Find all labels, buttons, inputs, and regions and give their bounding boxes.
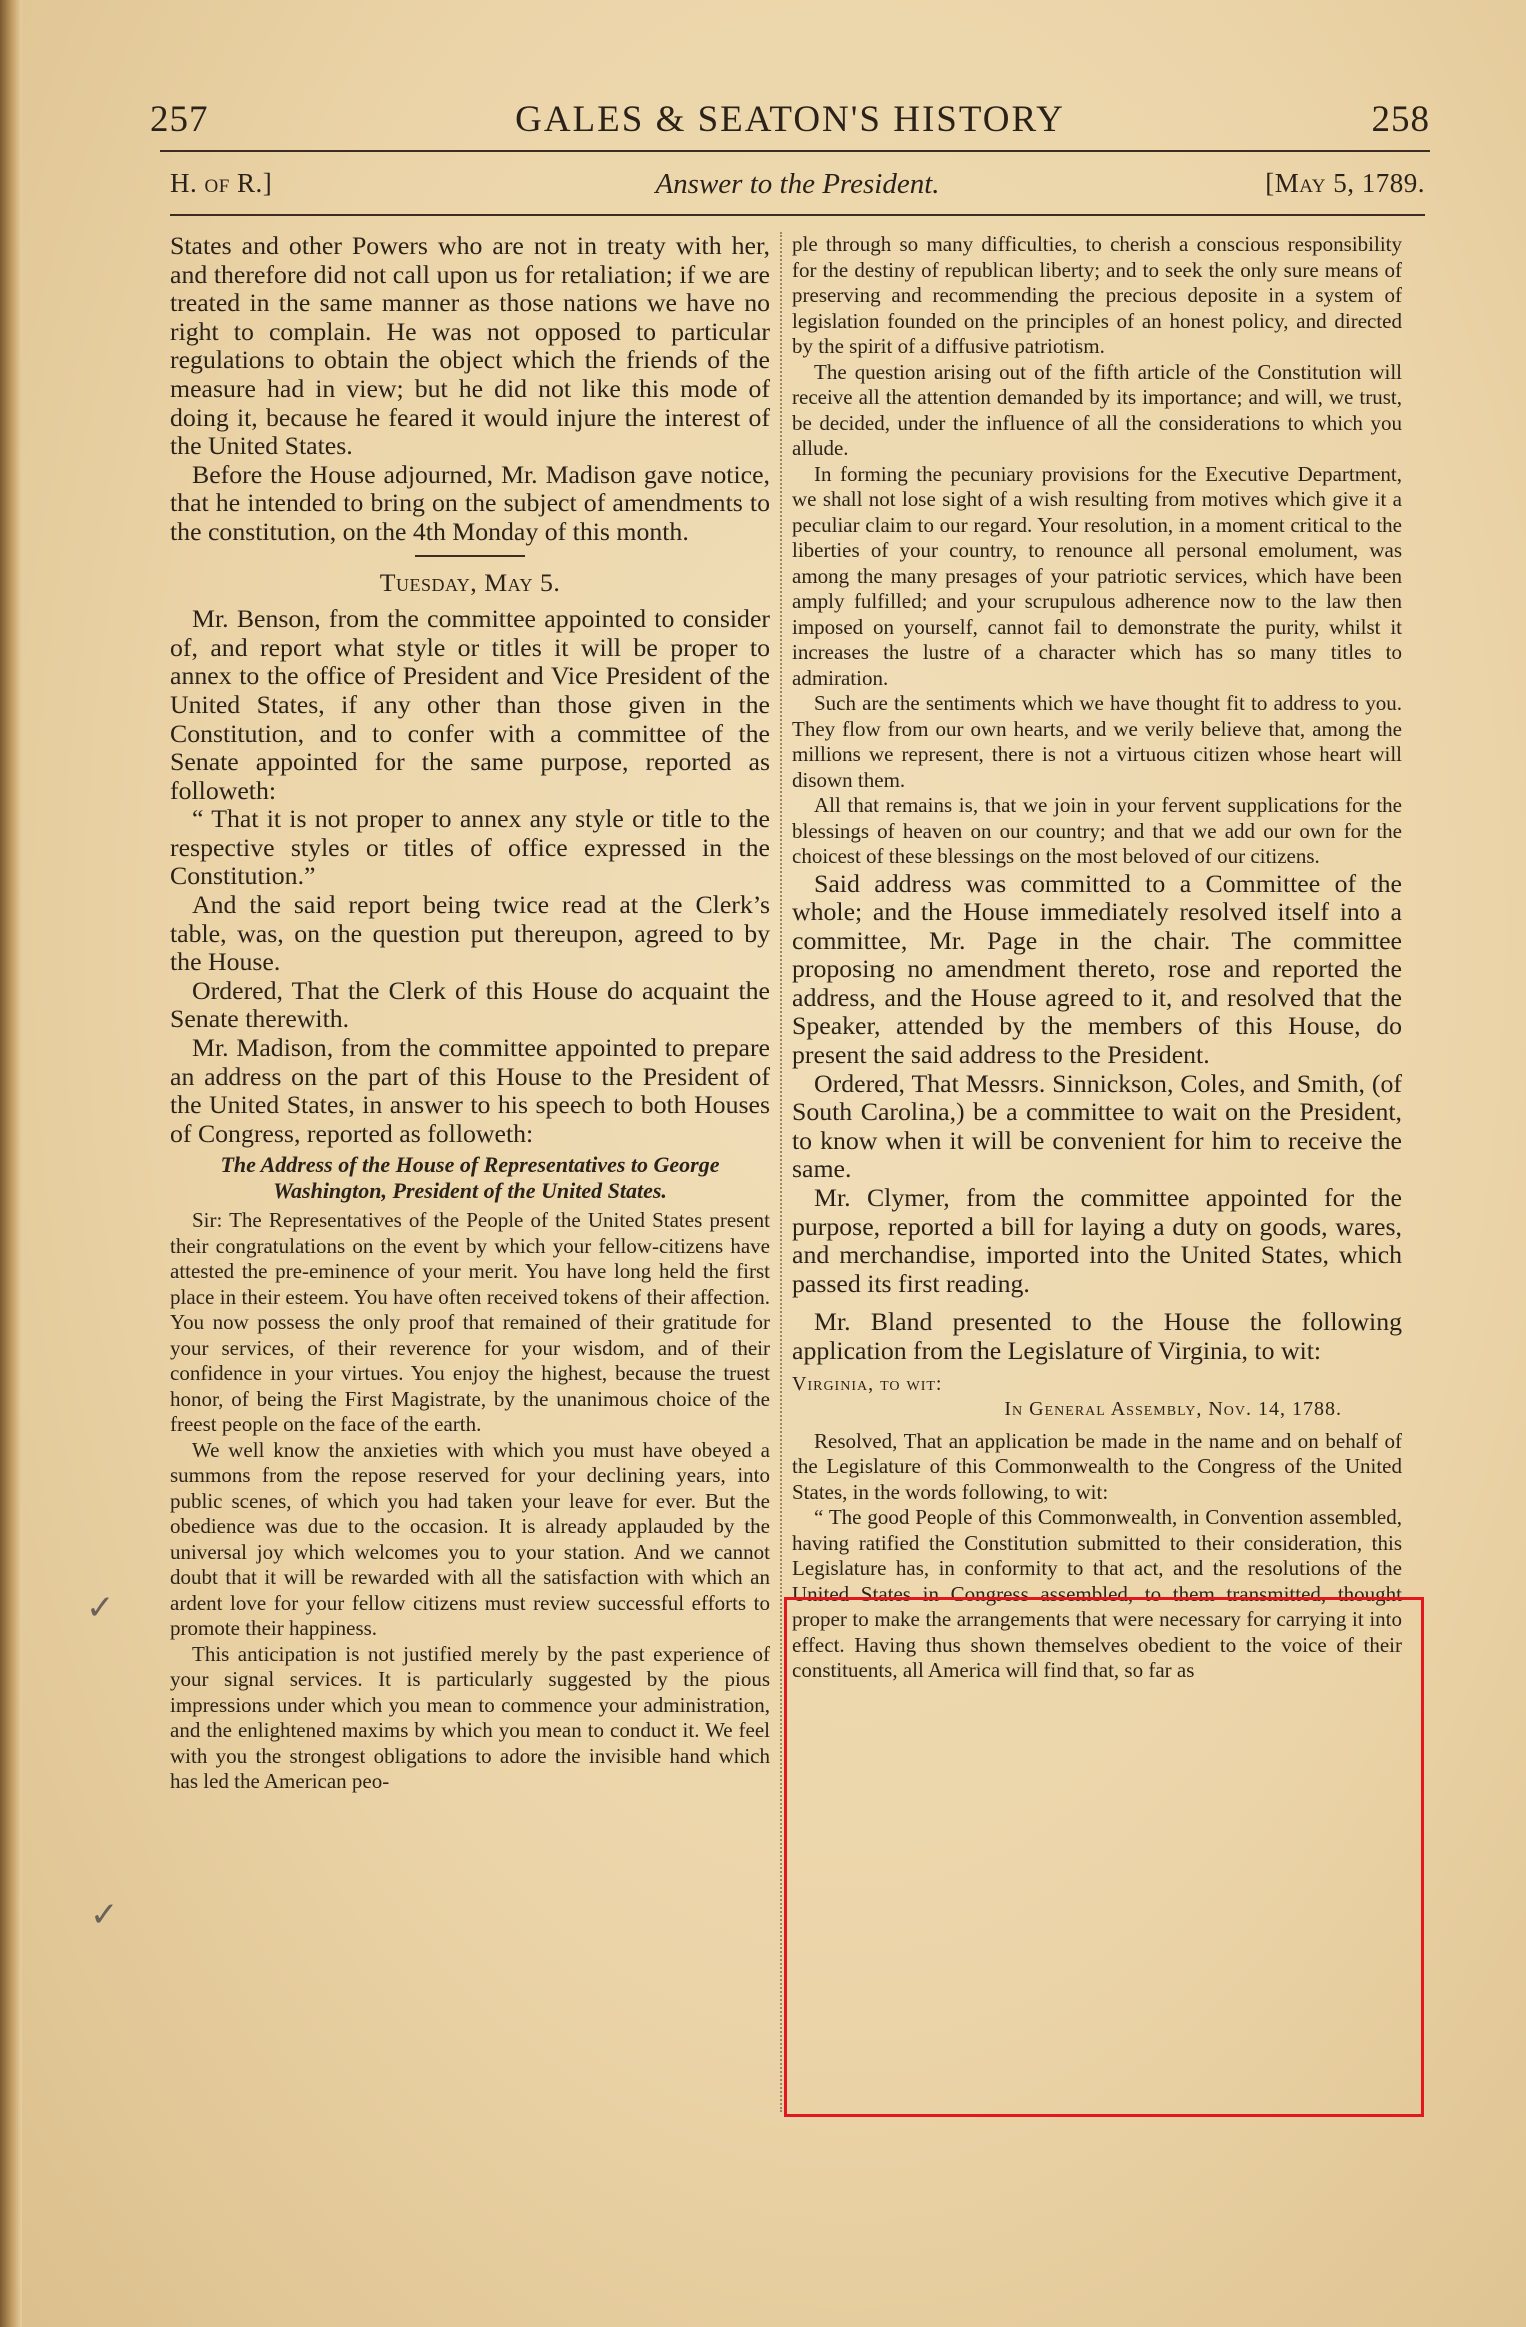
paragraph: This anticipation is not justified merely by the past experience of your signal services. It is particularly suggested by the pious impressions under which you mean to commence your administration, and the enlightened maxims by which you mean to conduct it. We feel with you the strongest obligations to adore the invisible hand which has led the American peo- — [170, 1641, 770, 1794]
paragraph: Mr. Madison, from the committee appointed to prepare an address on the part of this House to the President of the United States, in answer to his speech to both Houses of Congress, reported as followeth: — [170, 1033, 770, 1148]
section-separator — [415, 555, 525, 557]
left-column — [170, 232, 770, 1795]
book-binding-edge — [0, 0, 22, 2327]
page-number-right: 258 — [1371, 99, 1430, 140]
paragraph: We well know the anxieties with which you must have obeyed a summons from the repose reserved for your declining years, into public scenes, of which you had taken your leave for ever. But the obedience was due to the occasion. It is already applauded by the universal joy which welcomes you to your station. And we cannot doubt that it will be rewarded with all the satisfaction with which an ardent love for your fellow citizens must review successful efforts to promote their happiness. — [170, 1437, 770, 1641]
paragraph: Sir: The Representatives of the People of the United States present their congratulations on the event by which your fellow-citizens have attested the pre-eminence of your merit. You have long held the first place in their esteem. You have often received tokens of their affection. You now possess the only proof that remained of their gratitude for your services, of their reverence for your wisdom, and of their confidence in your virtues. You enjoy the highest, because the truest honor, of being the First Magistrate, by the unanimous choice of the freest people on the face of the earth. — [170, 1208, 770, 1437]
virginia-heading: Virginia, to wit: — [792, 1372, 943, 1395]
margin-checkmark: ✓ — [86, 1588, 115, 1628]
paragraph: Mr. Benson, from the committee appointed to consider of, and report what style or titles it will be proper to annex to the office of President and Vice President of the United States, if any other than those given in the Constitution, and to confer with a committee of the Senate appointed for the same purpose, reported as followeth: — [170, 604, 770, 805]
right-column — [792, 232, 1402, 1684]
margin-checkmark: ✓ — [90, 1895, 119, 1935]
section-subtitle: Answer to the President. — [655, 168, 940, 200]
highlight-box — [784, 1597, 1424, 2117]
paragraph: And the said report being twice read at the Clerk’s table, was, on the question put thereupon, agreed to by the House. — [170, 890, 770, 977]
paragraph: Before the House adjourned, Mr. Madison gave notice, that he intended to bring on the subject of amendments to the constitution, on the 4th Monday of this month. — [170, 459, 770, 546]
section-header — [170, 168, 1425, 208]
header-rule — [160, 150, 1430, 152]
address-heading: The Address of the House of Representatives to George Washington, President of the United States. — [220, 1152, 720, 1204]
paragraph: Such are the sentiments which we have thought fit to address to you. They flow from our own hearts, and we verily believe that, among the millions we represent, there is not a virtuous citizen whose heart will disown them. — [792, 691, 1402, 792]
paragraph: Resolved, That an application be made in the name and on behalf of the Legislature of this Commonwealth to the Congress of the United States, in the words following, to wit: — [792, 1428, 1402, 1504]
paragraph: In forming the pecuniary provisions for the Executive Department, we shall not lose sight of a wish resulting from motives which give it a peculiar claim to our regard. Your resolution, in a moment critical to the liberties of your country, to renounce all personal emolument, was among the many presages of your patriotic services, which have been amply fulfilled; and your scrupulous adherence now to the law then imposed on yourself, cannot fail to demonstrate the purity, whilst it increases the lustre of a character which has so many titles to admiration. — [792, 461, 1402, 690]
paragraph: “ The good People of this Commonwealth, in Convention assembled, having ratified the Constitution submitted to their consideration, this Legislature has, in conformity to that act, and the resolutions of the United States in Congress assembled, to them transmitted, thought proper to make the arrangements that were necessary for carrying it into effect. Having thus shown themselves obedient to the voice of their constituents, all America will find that, so far as — [792, 1505, 1402, 1683]
page-number-left: 257 — [150, 99, 209, 140]
paragraph: “ That it is not proper to annex any style or title to the respective styles or titles of office expressed in the Constitution.” — [170, 804, 770, 891]
running-head — [150, 98, 1430, 148]
assembly-date: In General Assembly, Nov. 14, 1788. — [1004, 1398, 1342, 1421]
book-title: GALES & SEATON'S HISTORY — [515, 99, 1065, 140]
paragraph: The question arising out of the fifth article of the Constitution will receive all the attention demanded by its importance; and will, we trust, be decided, under the influence of all the considerations to which you allude. — [792, 359, 1402, 460]
paragraph: States and other Powers who are not in treaty with her, and therefore did not call upon us for retaliation; if we are treated in the same manner as those nations we have no right to complain. He was not opposed to particular regulations to obtain the object which the friends of the measure had in view; but he did not like this mode of doing it, because he feared it would injure the interest of the United States. — [170, 231, 770, 461]
paragraph: Said address was committed to a Committee of the whole; and the House immediately resolved itself into a committee, Mr. Page in the chair. The committee proposing no amendment thereto, rose and reported the address, and the House agreed to it, and resolved that the Speaker, attended by the members of this House, do present the said address to the President. — [792, 868, 1402, 1070]
paragraph: Mr. Clymer, from the committee appointed for the purpose, reported a bill for laying a duty on goods, wares, and merchandise, imported into the United States, which passed its first reading. — [792, 1183, 1402, 1298]
subheader-rule — [170, 214, 1425, 216]
paragraph: Ordered, That the Clerk of this House do acquaint the Senate therewith. — [170, 975, 770, 1034]
day-heading: Tuesday, May 5. — [379, 567, 561, 597]
paragraph: All that remains is, that we join in your fervent supplications for the blessings of heaven on our country; and that we add our own for the choicest of these blessings on the most beloved of our citizens. — [792, 793, 1402, 868]
paragraph: Ordered, That Messrs. Sinnickson, Coles, and Smith, (of South Carolina,) be a committee to wait on the President, to know when it will be convenient for him to receive the same. — [792, 1068, 1402, 1184]
section-date: [May 5, 1789. — [1265, 168, 1425, 198]
column-divider — [780, 232, 783, 2112]
paragraph: ple through so many difficulties, to cherish a conscious responsibility for the destiny of republican liberty; and to seek the only sure means of preserving and recommending the precious deposite in a system of legislation founded on the principles of an honest policy, and directed by the spirit of a diffusive patriotism. — [792, 232, 1402, 358]
paragraph: Mr. Bland presented to the House the following application from the Legislature of Virginia, to wit: — [792, 1307, 1402, 1365]
section-label: H. of R.] — [170, 168, 273, 198]
